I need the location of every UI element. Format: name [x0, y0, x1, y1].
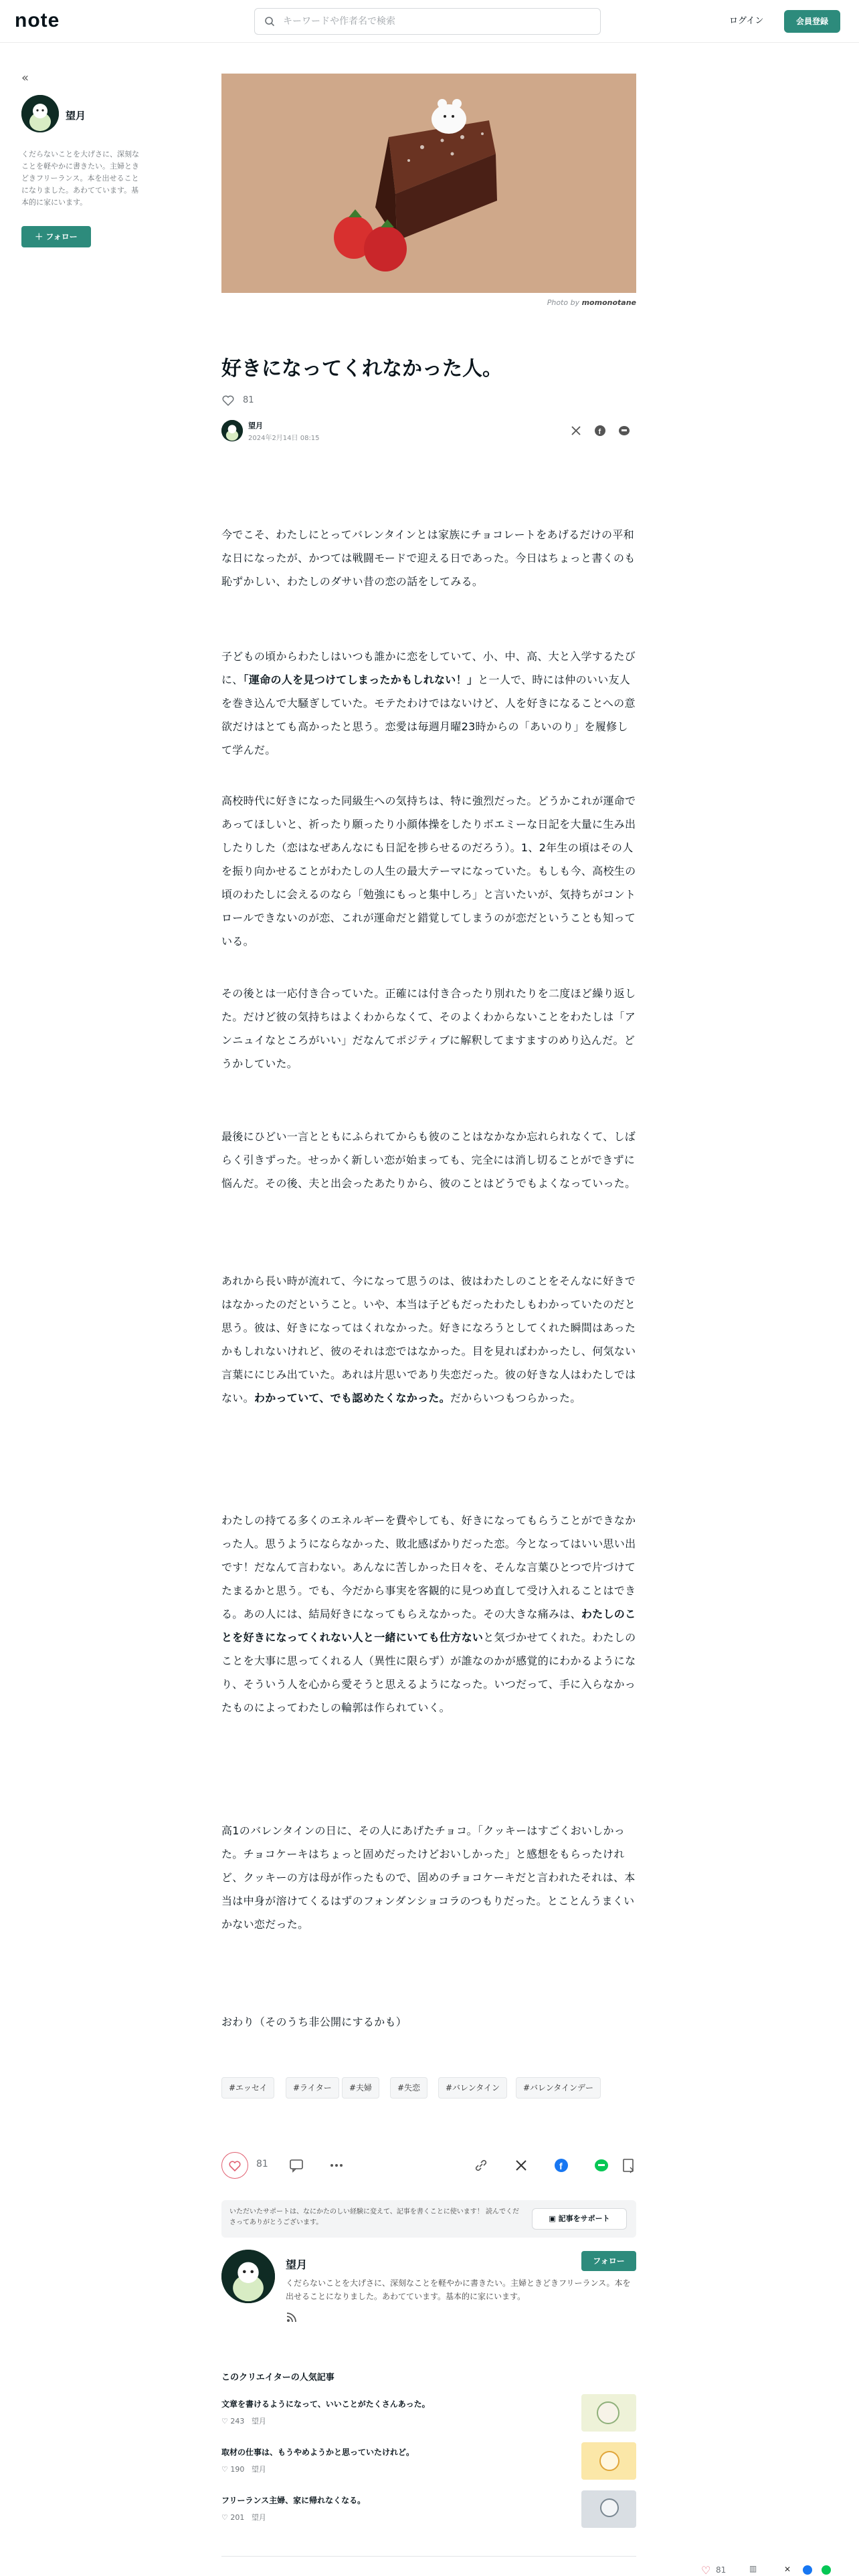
- sidebar-follow-label: フォロー: [45, 232, 78, 241]
- floating-like-count: 81: [716, 2565, 727, 2575]
- embed-icon[interactable]: [620, 2157, 636, 2173]
- site-header: [0, 0, 859, 43]
- photo-credit-prefix: Photo by: [547, 298, 580, 307]
- popular-item-thumbnail[interactable]: [581, 2490, 636, 2528]
- popular-item-title[interactable]: 取材の仕事は、もうやめようかと思っていたけれど。: [221, 2448, 415, 2457]
- action-bar: [221, 2147, 636, 2184]
- publish-date: 2024年2月14日 08:15: [248, 435, 320, 442]
- creator-avatar[interactable]: [221, 2250, 275, 2303]
- popular-item-title[interactable]: フリーランス主婦、家に帰れなくなる。: [221, 2496, 366, 2505]
- popular-item-meta: [221, 2464, 266, 2474]
- paragraph: おわり（そのうち非公開にするかも）: [221, 2016, 407, 2028]
- paragraph: [221, 1269, 636, 1410]
- paragraph-text: わたしの持てる多くのエネルギーを費やしても、好きになってもらうことができなかった人。思うようにならなかった、敗北感ばかりだった恋。今となってはいい思い出です！だなんて言わない。あんなに苦しかった日々を、そんな言葉ひとつで片づけてたまるかと思う。でも、今だから事実を客観的に見つめ直して受け入れることはできる。あの人には、結局好きになってもらえなかった。その大きな痛みは、: [221, 1514, 636, 1620]
- paragraph-text: と一人で、時には仲のいい友人を巻き込んで大騒ぎしていた。モテたわけではないけど、人を好きになることへの意欲だけはとても高かったと思う。恋愛は毎週月曜23時からの「あいのり」を履修して学んだ。: [221, 673, 636, 756]
- photo-credit: [221, 298, 636, 307]
- creator-bio: くだらないことを大げさに、深刻なことを軽やかに書きたい。主婦ときどきフリーランス。本を出せることになりました。あわてています。基本的に家にいます。: [286, 2278, 631, 2301]
- paragraph-text: と気づかせてくれた。わたしのことを大事に思ってくれる人（異性に限らず）が誰なのかが感覚的にわかるようになり、そういう人を心から愛そうと思えるようになった。いつだって、手に入らなかったものによってわたしの輪郭は作られていく。: [221, 1631, 636, 1714]
- popular-item-meta: [221, 2416, 266, 2426]
- facebook-share-icon[interactable]: [593, 424, 607, 437]
- paragraph: その後とは一応付き合っていた。正確には付き合ったり別れたりを二度ほど繰り返した。だけど彼の気持ちはよくわからなくて、そのよくわからないことをわたしは「アンニュイなところがいい」だなんてポジティブに解釈してますますのめり込んだ。どうかしていた。: [221, 987, 636, 1070]
- divider: [221, 2556, 636, 2557]
- popular-item-meta: [221, 2512, 266, 2523]
- line-share-icon[interactable]: [617, 424, 631, 437]
- tag[interactable]: #バレンタインデー: [516, 2077, 601, 2099]
- add-user-icon: ＋: [35, 232, 46, 241]
- top-like-number: 81: [243, 395, 254, 405]
- heart-icon: ♡: [221, 2417, 231, 2426]
- tag[interactable]: #ライター: [286, 2077, 339, 2099]
- paragraph: 今でこそ、わたしにとってバレンタインとは家族にチョコレートをあげるだけの平和な日になったが、かつては戦闘モードで迎える日であった。今日はちょっと書くのも恥ずかしい、わたしのダサい昔の恋の話をしてみる。: [221, 528, 636, 588]
- line-share-icon[interactable]: [593, 2157, 609, 2173]
- tag-list: [221, 2077, 636, 2099]
- comment-icon[interactable]: [288, 2157, 304, 2173]
- emphasis: わたしのことを好きになってくれない人と一緒にいても仕方ない: [221, 1608, 636, 1644]
- hero-image: [221, 74, 636, 293]
- svg-text:f: f: [559, 2161, 563, 2171]
- sidebar-author-name[interactable]: 望月: [66, 110, 86, 122]
- signup-button[interactable]: 会員登録: [784, 10, 840, 33]
- like-button[interactable]: [221, 2152, 248, 2179]
- top-like-count[interactable]: [221, 393, 636, 408]
- paragraph: [221, 1509, 636, 1719]
- magazine-icon[interactable]: ▥: [749, 2564, 757, 2573]
- popular-item-title[interactable]: 文章を書けるようになって、いいことがたくさんあった。: [221, 2399, 430, 2409]
- more-icon[interactable]: [328, 2157, 345, 2173]
- popular-item-author: 望月: [251, 2417, 266, 2426]
- emphasis: 「運命の人を見つけてしまったかもしれない！」: [243, 673, 478, 686]
- sidebar-author-bio: くだらないことを大げさに、深刻なことを軽やかに書きたい。主婦ときどきフリーランス。本を出せることになりました。あわてています。基本的に家にいます。: [21, 150, 139, 207]
- author-name[interactable]: 望月: [248, 421, 263, 430]
- rss-icon[interactable]: [286, 2311, 298, 2323]
- support-button-label: 記事をサポート: [558, 2214, 610, 2223]
- paragraph-text: あれから長い時が流れて、今になって思うのは、彼はわたしのことをそんなに好きではなかったのだということ。いや、本当は子どもだったわたしもわかっていたのだと思う。彼は、好きになってはくれなかった。好きになろうとしてくれた瞬間はあったかもしれないけれど、彼のそれは恋ではなかった。目を見ればわかったし、何気ない言葉ににじみ出ていた。あれは片思いであり失恋だった。彼の好きな人はわたしではない。: [221, 1275, 636, 1404]
- author-avatar[interactable]: [221, 420, 243, 441]
- heart-icon: ♡: [221, 2513, 231, 2522]
- svg-text:f: f: [598, 428, 601, 436]
- gift-icon: ▣: [549, 2214, 559, 2223]
- search-icon: [264, 16, 275, 27]
- support-box: [221, 2200, 636, 2238]
- popular-item[interactable]: [221, 2442, 636, 2480]
- tag[interactable]: #夫婦: [342, 2077, 379, 2099]
- support-message: いただいたサポートは、なにかたのしい経験に変えて、記事を書くことに使います！ 読んでくださってありがとうございます。: [229, 2208, 519, 2226]
- popular-item[interactable]: [221, 2490, 636, 2528]
- like-count: 81: [256, 2159, 268, 2169]
- paragraph-text: 子どもの頃からわたしはいつも誰かに恋をしていて、小、中、高、大と入学するたびに、: [221, 650, 636, 686]
- note-logo[interactable]: note: [15, 9, 60, 31]
- x-share-icon[interactable]: ✕: [784, 2565, 791, 2574]
- tag[interactable]: #バレンタイン: [438, 2077, 507, 2099]
- login-button[interactable]: ログイン: [729, 16, 764, 26]
- popular-item-thumbnail[interactable]: [581, 2394, 636, 2432]
- popular-item-thumbnail[interactable]: [581, 2442, 636, 2480]
- popular-item-author: 望月: [251, 2465, 266, 2474]
- tag[interactable]: #失恋: [390, 2077, 427, 2099]
- floating-action-bar: [701, 2565, 859, 2576]
- tag[interactable]: #エッセイ: [221, 2077, 274, 2099]
- emphasis: わかっていて、でも認めたくなかった。: [254, 1392, 450, 1404]
- popular-heading: このクリエイターの人気記事: [221, 2373, 335, 2383]
- facebook-share-icon[interactable]: [553, 2157, 569, 2173]
- popular-item-author: 望月: [251, 2513, 266, 2522]
- heart-icon[interactable]: ♡: [701, 2564, 711, 2576]
- popular-item-likes: 201: [230, 2513, 245, 2522]
- x-share-icon[interactable]: [569, 424, 583, 437]
- collapse-sidebar-icon[interactable]: «: [21, 71, 29, 85]
- avatar[interactable]: [21, 95, 59, 132]
- popular-item[interactable]: [221, 2394, 636, 2432]
- heart-icon: ♡: [221, 2465, 231, 2474]
- creator-name[interactable]: 望月: [286, 2258, 308, 2271]
- paragraph: 最後にひどい一言とともにふられてからも彼のことはなかなか忘れられなくて、しばらく引きずった。せっかく新しい恋が始まっても、完全には消し切ることができずに悩んだ。その後、夫と出会ったあたりから、彼のことはどうでもよくなっていった。: [221, 1130, 636, 1190]
- x-share-icon[interactable]: [513, 2157, 529, 2173]
- photo-credit-name[interactable]: momonotane: [581, 298, 636, 307]
- paragraph: 高1のバレンタインの日に、その人にあげたチョコ。「クッキーはすごくおいしかった。チョコケーキはちょっと固めだったけどおいしかった」と感想をもらったけれど、クッキーの方は母が作ったもので、固めのチョコケーキだと言われたそれは、本当は中身が溶けてくるはずのフォンダンショコラのつもりだった。とことんうまくいかない恋だった。: [221, 1824, 636, 1931]
- author-row: [221, 417, 636, 444]
- heart-icon: [222, 2153, 248, 2178]
- search-input[interactable]: [283, 9, 591, 34]
- popular-item-likes: 243: [230, 2417, 245, 2426]
- support-button[interactable]: [532, 2208, 627, 2230]
- paragraph: [221, 645, 636, 762]
- line-share-icon[interactable]: [822, 2565, 831, 2575]
- creator-card: [221, 2250, 636, 2337]
- facebook-share-icon[interactable]: [803, 2565, 812, 2575]
- popular-item-likes: 190: [230, 2465, 245, 2474]
- sidebar-follow-button[interactable]: [21, 226, 91, 247]
- creator-follow-button[interactable]: フォロー: [581, 2251, 636, 2271]
- heart-icon[interactable]: [221, 394, 235, 407]
- paragraph-text: だからいつもつらかった。: [450, 1392, 581, 1404]
- search-box[interactable]: [254, 8, 601, 35]
- link-icon[interactable]: [473, 2157, 489, 2173]
- paragraph: 高校時代に好きになった同級生への気持ちは、特に強烈だった。どうかこれが運命であってほしいと、祈ったり願ったり小顔体操をしたりボエミーな日記を大量に生み出したりした（恋はなぜあんなにも日記を捗らせるのだろう）。1、2年生の頃はその人を振り向かせることがわたしの人生の最大テーマになっていた。もしも今、高校生の頃のわたしに会えるのなら「勉強にもっと集中しろ」と言いたいが、気持ちがコントロールできないのが恋、これが運命だと錯覚してしまうのが恋だということも知っている。: [221, 794, 636, 948]
- page-title: 好きになってくれなかった人。: [221, 357, 502, 381]
